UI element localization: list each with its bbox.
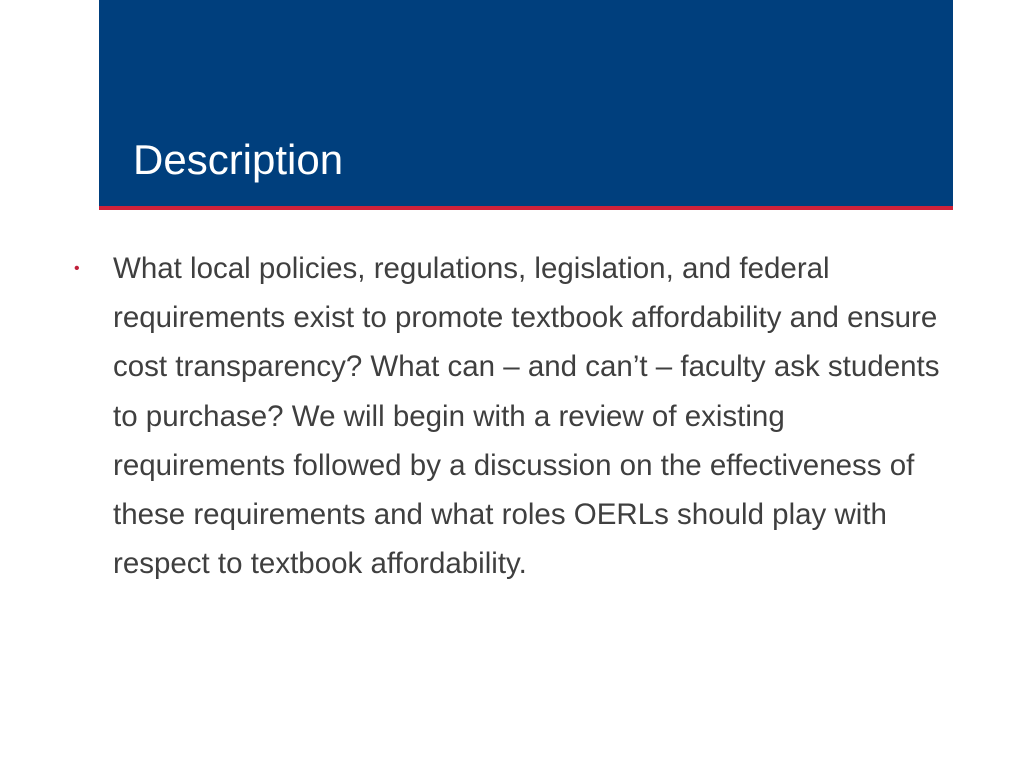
title-underline [99, 206, 953, 210]
slide-title: Description [133, 136, 344, 183]
bullet-text: What local policies, regulations, legislation, and federal requirements exist to promote textbook affordability and ensure cost transparency? What can – and can’t – faculty ask students to purchase? We will begin with a review of existing requirements followed by a discussion on the effectiveness of these requirements and what roles OERLs should play with respect to textbook affordability. [113, 252, 940, 581]
bullet-marker-icon: • [74, 260, 80, 277]
bullet-item [72, 244, 952, 588]
bullet-list [72, 244, 952, 588]
